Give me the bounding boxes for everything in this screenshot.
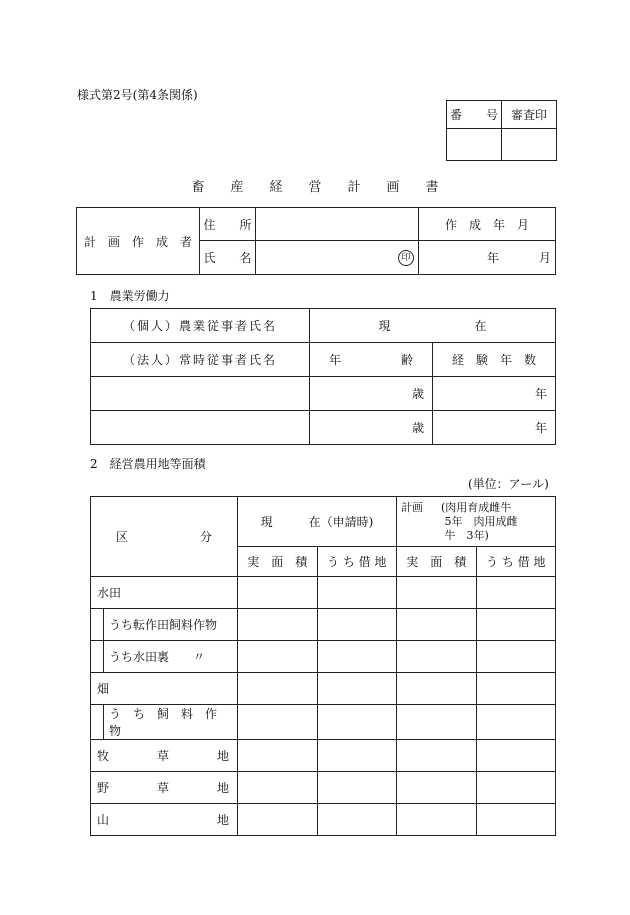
- plan-borrowed-col: う ち 借 地: [476, 547, 556, 577]
- land-category: 畑: [91, 673, 238, 705]
- land-category: 水田: [91, 577, 238, 609]
- area-cell[interactable]: [238, 772, 318, 804]
- age-label: 年 齢: [310, 343, 433, 377]
- experience-field[interactable]: [433, 411, 556, 445]
- form-number: 様式第2号(第4条関係): [77, 88, 198, 102]
- category-label: 区 分: [91, 497, 238, 577]
- area-cell[interactable]: [238, 609, 318, 641]
- age-unit: 歳: [411, 387, 424, 401]
- area-cell[interactable]: [397, 740, 477, 772]
- section1-heading: 1 農業労働力: [90, 289, 170, 303]
- land-category: うち水田裏 〃: [91, 641, 238, 673]
- area-cell[interactable]: [476, 705, 556, 740]
- header-table: [76, 207, 556, 275]
- age-unit: 歳: [411, 421, 424, 435]
- land-category: 野 草 地: [91, 772, 238, 804]
- area-cell[interactable]: [238, 673, 318, 705]
- land-category: 牧 草 地: [91, 740, 238, 772]
- area-cell[interactable]: [397, 705, 477, 740]
- table-row: [91, 772, 556, 804]
- worker-name-field[interactable]: [91, 411, 310, 445]
- land-category: うち転作田飼料作物: [91, 609, 238, 641]
- name-label: 氏 名: [200, 241, 256, 275]
- plan-area-col: 実 面 積: [397, 547, 477, 577]
- number-cell[interactable]: [447, 129, 502, 161]
- area-cell[interactable]: [397, 577, 477, 609]
- area-cell[interactable]: [397, 804, 477, 836]
- area-cell[interactable]: [476, 609, 556, 641]
- plan-text: 計画: [401, 500, 423, 514]
- individual-label: （個人）農業従事者氏名: [91, 309, 310, 343]
- name-field[interactable]: [256, 241, 419, 275]
- age-field[interactable]: [310, 377, 433, 411]
- area-cell[interactable]: [476, 577, 556, 609]
- area-cell[interactable]: [238, 804, 318, 836]
- area-cell[interactable]: [317, 577, 397, 609]
- current-area-col: 実 面 積: [238, 547, 318, 577]
- planner-label: 計 画 作 成 者: [77, 208, 200, 275]
- table-row: [91, 705, 556, 740]
- land-table: [90, 496, 556, 836]
- date-field[interactable]: [419, 241, 556, 275]
- table-row: [91, 740, 556, 772]
- worker-name-field[interactable]: [91, 377, 310, 411]
- area-cell[interactable]: [238, 705, 318, 740]
- area-cell[interactable]: [238, 641, 318, 673]
- area-cell[interactable]: [317, 804, 397, 836]
- area-cell[interactable]: [476, 641, 556, 673]
- area-cell[interactable]: [317, 772, 397, 804]
- area-cell[interactable]: [397, 609, 477, 641]
- year-label: 年: [486, 251, 499, 265]
- seal-mark: 印: [398, 250, 414, 266]
- area-cell[interactable]: [317, 740, 397, 772]
- seal-label: 審査印: [502, 101, 557, 129]
- plan-note: (肉用育成雌牛 5年 肉用成雌 牛 3年): [441, 500, 518, 542]
- current-area-label: 現 在（申請時): [238, 497, 397, 547]
- address-label: 住 所: [200, 208, 256, 241]
- area-cell[interactable]: [476, 673, 556, 705]
- age-field[interactable]: [310, 411, 433, 445]
- section2-heading: 2 経営農用地等面積: [90, 457, 206, 471]
- address-field[interactable]: [256, 208, 419, 241]
- area-cell[interactable]: [317, 609, 397, 641]
- plan-label: [397, 497, 556, 547]
- page-title: 畜 産 経 営 計 画 書: [191, 180, 439, 195]
- experience-field[interactable]: [433, 377, 556, 411]
- area-cell[interactable]: [317, 641, 397, 673]
- area-cell[interactable]: [476, 804, 556, 836]
- seal-cell[interactable]: [502, 129, 557, 161]
- land-category: う ち 飼 料 作 物: [91, 705, 238, 740]
- stamp-box: [446, 100, 557, 161]
- unit-label: (単位：アール): [468, 477, 549, 491]
- area-cell[interactable]: [317, 705, 397, 740]
- table-row: [91, 804, 556, 836]
- experience-label: 経 験 年 数: [433, 343, 556, 377]
- date-label: 作 成 年 月: [419, 208, 556, 241]
- area-cell[interactable]: [238, 740, 318, 772]
- corporate-label: （法人）常時従事者氏名: [91, 343, 310, 377]
- year-unit: 年: [534, 387, 547, 401]
- current-label: 現 在: [310, 309, 556, 343]
- year-unit: 年: [534, 421, 547, 435]
- table-row: [91, 673, 556, 705]
- area-cell[interactable]: [397, 673, 477, 705]
- area-cell[interactable]: [397, 772, 477, 804]
- table-row: [91, 577, 556, 609]
- table-row: [91, 641, 556, 673]
- area-cell[interactable]: [476, 772, 556, 804]
- area-cell[interactable]: [238, 577, 318, 609]
- table-row: [91, 609, 556, 641]
- area-cell[interactable]: [397, 641, 477, 673]
- land-category: 山 地: [91, 804, 238, 836]
- month-label: 月: [538, 251, 551, 265]
- labor-table: [90, 308, 556, 445]
- area-cell[interactable]: [476, 740, 556, 772]
- area-cell[interactable]: [317, 673, 397, 705]
- current-borrowed-col: う ち 借 地: [317, 547, 397, 577]
- number-label: 番 号: [447, 101, 502, 129]
